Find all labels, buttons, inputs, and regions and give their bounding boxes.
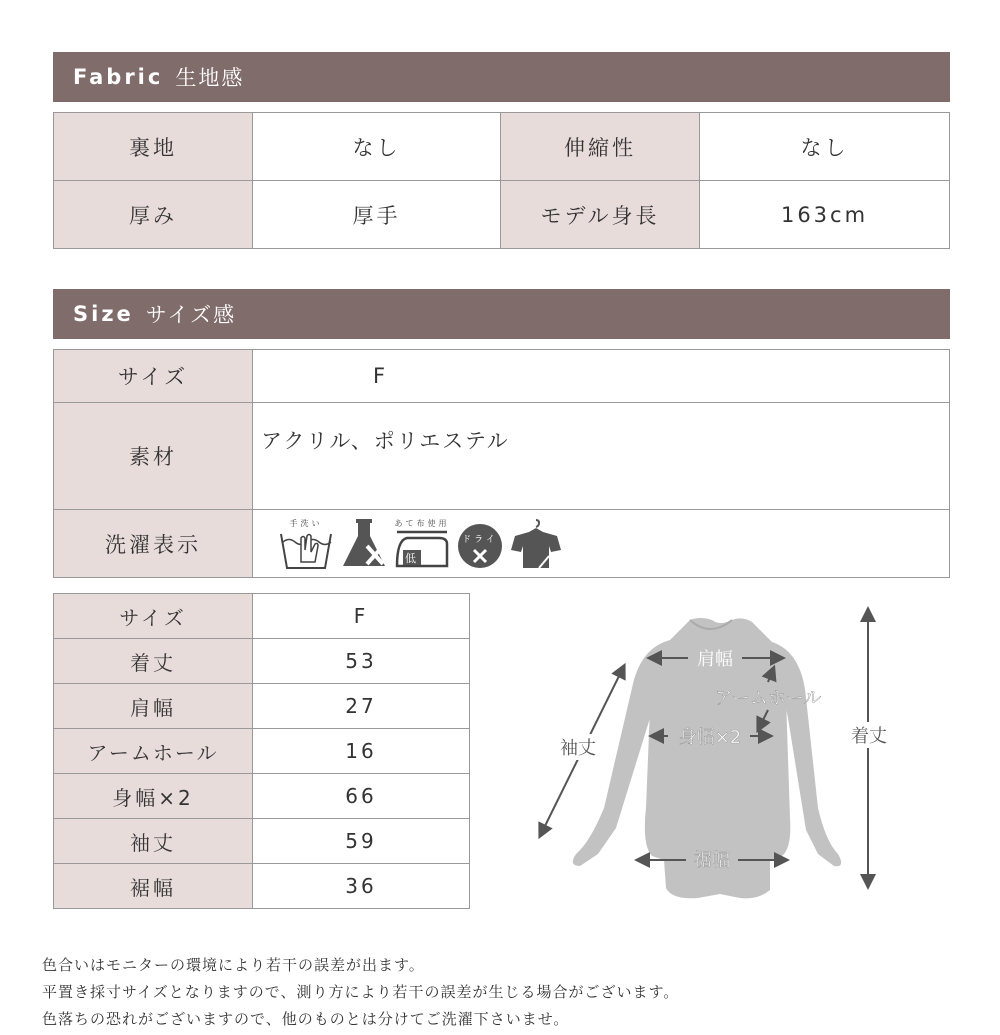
- table-row: [54, 181, 950, 249]
- thickness-label: 厚み: [54, 181, 253, 249]
- no-bleach-icon: [339, 516, 389, 572]
- meas-label: 裾幅: [54, 864, 253, 909]
- table-row: [54, 350, 950, 403]
- lining-label: 裏地: [54, 113, 253, 181]
- meas-label: 着丈: [54, 639, 253, 684]
- table-row: [54, 510, 950, 578]
- fabric-title-jp: 生地感: [175, 66, 245, 90]
- size-value: F: [253, 350, 950, 403]
- diagram-length-label: 着丈: [851, 726, 887, 747]
- care-label: 洗濯表示: [54, 510, 253, 578]
- iron-note-text: あて布使用: [394, 518, 450, 528]
- meas-header-value: F: [253, 594, 470, 639]
- table-row: [54, 729, 470, 774]
- meas-header-size: サイズ: [54, 594, 253, 639]
- meas-label: 袖丈: [54, 819, 253, 864]
- meas-value: 36: [253, 864, 470, 909]
- meas-value: 16: [253, 729, 470, 774]
- note-line: 色落ちの恐れがございますので、他のものとは分けてご洗濯下さいませ。: [42, 1010, 570, 1028]
- material-label: 素材: [54, 403, 253, 510]
- meas-label: 身幅×2: [54, 774, 253, 819]
- lining-value: なし: [253, 113, 501, 181]
- fabric-table: [53, 112, 950, 249]
- hand-wash-text: 手洗い: [289, 518, 323, 528]
- fabric-title-en: Fabric: [73, 65, 164, 89]
- table-row: [54, 774, 470, 819]
- model-height-value: 163cm: [700, 181, 950, 249]
- fabric-section-header: [53, 52, 950, 102]
- dry-clean-text: ドライ: [462, 534, 498, 545]
- care-icons-cell: [253, 510, 950, 578]
- size-section-header: [53, 289, 950, 339]
- size-info-table: [53, 349, 950, 578]
- meas-label: 肩幅: [54, 684, 253, 729]
- iron-low-icon: [393, 516, 451, 572]
- garment-diagram: [520, 598, 940, 918]
- size-label: サイズ: [54, 350, 253, 403]
- meas-value: 53: [253, 639, 470, 684]
- meas-value: 59: [253, 819, 470, 864]
- meas-value: 27: [253, 684, 470, 729]
- diagram-armhole-label: アームホール: [714, 688, 822, 709]
- hang-dry-icon: [509, 516, 563, 572]
- meas-label: アームホール: [54, 729, 253, 774]
- stretch-label: 伸縮性: [501, 113, 700, 181]
- table-row: [54, 594, 470, 639]
- notes: [42, 952, 679, 1033]
- material-value: アクリル、ポリエステル: [253, 403, 950, 510]
- table-row: [54, 639, 470, 684]
- stretch-value: なし: [700, 113, 950, 181]
- meas-value: 66: [253, 774, 470, 819]
- iron-low-text: 低: [405, 551, 419, 565]
- table-row: [54, 864, 470, 909]
- no-dry-clean-icon: [455, 516, 505, 572]
- diagram-chest-label: 身幅×2: [678, 727, 742, 748]
- diagram-hem-label: 裾幅: [694, 850, 730, 871]
- table-row: [54, 403, 950, 510]
- hand-wash-icon: [277, 516, 335, 572]
- size-title-jp: サイズ感: [145, 303, 237, 327]
- thickness-value: 厚手: [253, 181, 501, 249]
- diagram-sleeve-label: 袖丈: [560, 738, 596, 759]
- table-row: [54, 113, 950, 181]
- model-height-label: モデル身長: [501, 181, 700, 249]
- diagram-shoulder-label: 肩幅: [697, 649, 733, 670]
- table-row: [54, 819, 470, 864]
- measurement-table: [53, 593, 470, 909]
- note-line: 平置き採寸サイズとなりますので、測り方により若干の誤差が生じる場合がございます。: [42, 983, 680, 1001]
- size-title-en: Size: [73, 302, 134, 326]
- note-line: 色合いはモニターの環境により若干の誤差が出ます。: [42, 956, 425, 974]
- table-row: [54, 684, 470, 729]
